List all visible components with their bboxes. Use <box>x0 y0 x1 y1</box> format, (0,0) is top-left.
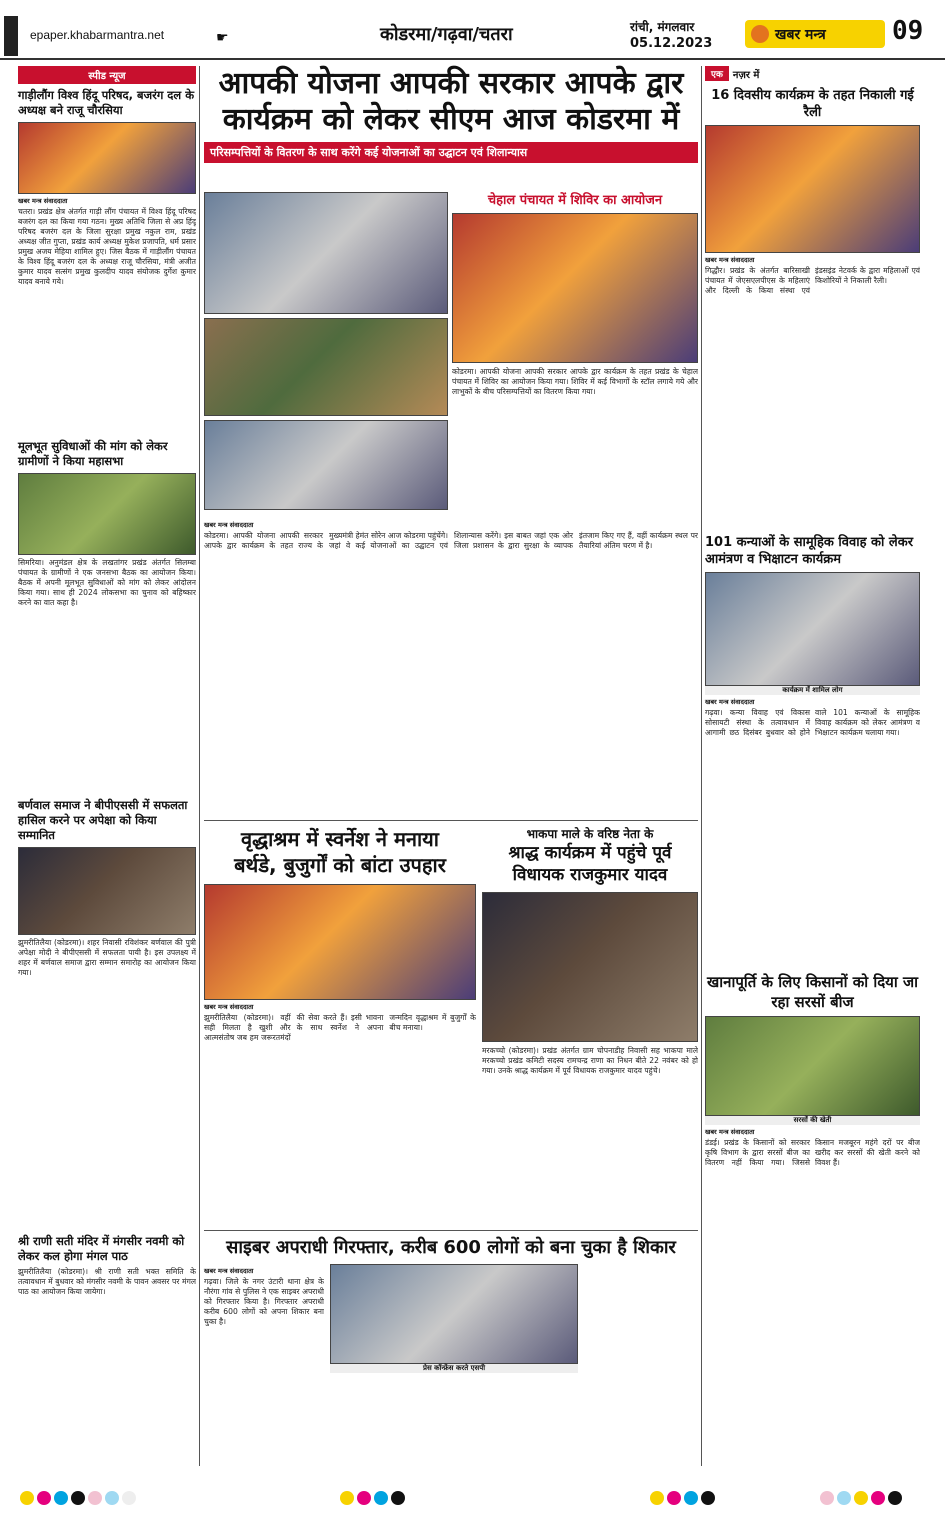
cpiml-headline-3[interactable]: विधायक राजकुमार यादव <box>512 865 668 885</box>
side-body: कोडरमा। आपकी योजना आपकी सरकार आपके द्वार कार्यक्रम के तहत प्रखंड के चेहाल पंचायत में शिविर का आयोजन किया गया। शिविर में कई विभागों के स्टॉल लगाये गये और लाभुकों के बीच परिसम्पत्तियों का वितरण किया गया। <box>452 367 698 396</box>
color-registration-dots <box>820 1491 902 1505</box>
story-photo <box>18 122 196 194</box>
color-registration-dots <box>20 1491 136 1505</box>
cyber-headline[interactable]: साइबर अपराधी गिरफ्तार, करीब 600 लोगों को बना चुका है शिकार <box>226 1237 676 1258</box>
section-rule <box>204 1230 698 1231</box>
story-body: झुमरीतिलैया (कोडरमा)। श्री राणी सती भक्त समिति के तत्वावधान में बुधवार को मंगसीर नवमी के पावन अवसर पर मंगल पाठ का आयोजन किया जायेगा। <box>18 1267 196 1296</box>
left-column <box>18 66 196 1377</box>
rally-photo <box>705 125 920 253</box>
page-number: 09 <box>892 16 924 46</box>
cursor-icon: ☛ <box>216 30 229 46</box>
column-rule <box>701 66 702 1466</box>
lead-photo-2 <box>204 318 448 416</box>
cyber-body-cont <box>330 1376 578 1446</box>
cpiml-headline-2[interactable]: श्राद्ध कार्यक्रम में पहुंचे पूर्व <box>508 843 672 863</box>
story-body: चतरा। प्रखंड क्षेत्र अंतर्गत गाड़ी लौंग पंचायत में विश्व हिंदू परिषद बजरंग दल का किया गया गठन। मुख्य अतिथि जिला से अप्र हिंदू परिषद बजरंग दल के जिला सुरक्षा प्रमुख नकुल राम, प्रखंड अध्यक्ष जीत गुप्ता, प्रखंड कार्य अध्यक्ष मुकेश प्रजापति, धर्म प्रसार प्रमुख अजय मेहिया शामिल हुए। जिस बैठक में गाड़ीलौंग पंचायत के विश्व हिंदू बजरंग दल के अध्यक्ष राजू चौरसिया, मंत्री अजीत कुमार यादव सत्संग प्रमुख कुलदीप यादव संयोजक दुर्गेश कुमार यादव बनाये गये। <box>18 207 196 286</box>
byline: खबर मन्त्र संवाददाता <box>204 1267 254 1275</box>
mustard-body: डंडई। प्रखंड के किसानों को सरकार कृषि विभाग के द्वारा सरसों बीज का वितरण नहीं किया गया। जिससे किसान मजबूरन महंगे दरों पर बीज खरीद कर सरसों की खेती करने को विवश हैं। <box>705 1138 920 1167</box>
mustard-caption: सरसों की खेती <box>705 1116 920 1125</box>
marriage-photo <box>705 572 920 686</box>
rally-headline[interactable]: 16 दिवसीय कार्यक्रम के तहत निकाली गई रैली <box>711 88 914 120</box>
issue-date: 05.12.2023 <box>630 36 713 51</box>
speed-news-tag: स्पीड न्यूज <box>18 66 196 84</box>
color-registration-dots <box>340 1491 405 1505</box>
lead-body: कोडरमा। आपकी योजना आपकी सरकार आपके द्वार कार्यक्रम के तहत राज्य के मुख्यमंत्री हेमंत सोरेन आज कोडरमा पहुंचेंगे। जहां वे कई योजनाओं का उद्घाटन एवं शिलान्यास करेंगे। इस बाबत जहां एक ओर जिला प्रशासन के द्वारा सुरक्षा के व्यापक इंतजाम किए गए हैं, वहीं कार्यक्रम स्थल पर तैयारियां अंतिम चरण में है। <box>204 531 698 550</box>
site-url[interactable]: epaper.khabarmantra.net <box>30 28 165 42</box>
birthday-body: झुमरीतिलैया (कोडरमा)। वहीं सही मिलता है खुशी और आत्मसंतोष जब हम जरूरतमंदों की सेवा करते हैं। इसी भावना के साथ स्वर्नेश ने अपना जन्मदिन वृद्धाश्रम में बुजुर्गों के बीच मनाया। <box>204 1013 476 1042</box>
lead-subheadline: परिसम्पत्तियों के वितरण के साथ करेंगे कई योजनाओं का उद्घाटन एवं शिलान्यास <box>204 142 698 163</box>
column-rule <box>199 66 200 1466</box>
story-headline[interactable]: गाड़ीलौंग विश्व हिंदू परिषद, बजरंग दल के अध्यक्ष बने राजू चौरसिया <box>18 88 195 117</box>
byline: खबर मन्त्र संवाददाता <box>705 256 755 264</box>
right-column <box>705 66 920 1356</box>
ek-nazar-label: नज़र में <box>732 69 760 81</box>
cyber-body-side <box>584 1264 698 1454</box>
byline: खबर मन्त्र संवाददाता <box>18 197 68 205</box>
rally-body: गिद्धौर। प्रखंड के अंतर्गत बारिसाखी पंचायत में जेएसएलपीएस के महिलाएं और दिल्ली के किया संस्था एवं इंडसइंड नेटवर्क के द्वारा महिलाओं एवं किशोरियों ने निकाली रैली। <box>705 266 920 295</box>
cpiml-body: मरकच्चो (कोडरमा)। प्रखंड अंतर्गत ग्राम चोपनाडीह निवासी सह भाकपा माले मरकच्चो प्रखंड कमिटी सदस्य रामचन्द्र राणा का निधन बीते 22 नवंबर को हो गया। उनके श्राद्ध कार्यक्रम में पूर्व विधायक राजकुमार यादव पहुंचे। <box>482 1046 698 1075</box>
brand-logo-icon <box>751 25 769 43</box>
page-header <box>0 0 945 60</box>
mustard-headline[interactable]: खानापूर्ति के लिए किसानों को दिया जा रहा सरसों बीज <box>706 973 919 1011</box>
lead-photo-3 <box>204 420 448 510</box>
birthday-headline-2[interactable]: बर्थडे, बुजुर्गों को बांटा उपहार <box>234 853 446 877</box>
cyber-caption: प्रेस कॉन्फ्रेंस करते एसपी <box>330 1364 578 1373</box>
cyber-photo <box>330 1264 578 1364</box>
brand-name: खबर मन्त्र <box>775 27 826 43</box>
lead-headline-line1[interactable]: आपकी योजना आपकी सरकार आपके द्वार <box>218 66 684 101</box>
birthday-photo <box>204 884 476 1000</box>
story-photo <box>18 847 196 935</box>
section-rule <box>204 820 698 821</box>
marriage-headline[interactable]: 101 कन्याओं के सामूहिक विवाह को लेकर आमंत्रण व भिक्षाटन कार्यक्रम <box>705 535 914 567</box>
side-story <box>452 192 698 507</box>
cpiml-story <box>482 826 698 1196</box>
side-headline[interactable]: चेहाल पंचायत में शिविर का आयोजन <box>487 193 663 208</box>
cpiml-headline-1[interactable]: भाकपा माले के वरिष्ठ नेता के <box>526 827 654 841</box>
story-body: सिमरिया। अनुमंडल क्षेत्र के लखतांगर प्रखंड अंतर्गत सिलम्बा पंचायत के ग्रामीणों ने एक जनसभा बैठक का आयोजन किया। बैठक में अपनी मूलभूत सुविधाओं को मांग को लेकर आंदोलन किया गया। साथ ही 2024 लोकसभा का चुनाव को बहिष्कार करने का वात कहा है। <box>18 558 196 607</box>
marriage-body: गढ़वा। कन्या विवाह एवं विकास सोसायटी संस्था के तत्वावधान में आगामी छठ दिसंबर बुधवार को होने वाले 101 कन्याओं के सामूहिक विवाह कार्यक्रम को लेकर आमंत्रण व भिक्षाटन कार्यक्रम चलाया गया। <box>705 708 920 737</box>
story-headline[interactable]: मूलभूत सुविधाओं की मांग को लेकर ग्रामीणों ने किया महासभा <box>18 439 168 468</box>
byline: खबर मन्त्र संवाददाता <box>204 521 254 529</box>
byline: खबर मन्त्र संवाददाता <box>204 1003 254 1011</box>
color-registration-dots <box>650 1491 715 1505</box>
section-title: कोडरमा/गढ़वा/चतरा <box>380 24 513 45</box>
center-column <box>204 66 698 163</box>
cyber-body: गढ़वा। जिले के नगर उंटारी थाना क्षेत्र के नौरंगा गांव से पुलिस ने एक साइबर अपराधी को गिरफ्तार किया है। गिरफ्तार अपराधी करीब 600 लोगों को अपना शिकार बना चुका है। <box>204 1277 324 1326</box>
birthday-story <box>204 826 476 1213</box>
story-photo <box>18 473 196 555</box>
registration-mark <box>4 16 18 56</box>
side-photo <box>452 213 698 363</box>
lead-photo-1 <box>204 192 448 314</box>
story-body: झुमरीतिलैया (कोडरमा)। शहर निवासी रविशंकर बर्णवाल की पुत्री अपेक्षा मोदी ने बीपीएससी में सफलता पायी है। इस उपलक्ष्य में शहर में बर्णवाल समाज द्वारा सम्मान समारोह का आयोजन किया गया। <box>18 938 196 977</box>
birthday-headline-1[interactable]: वृद्धाश्रम में स्वर्नेश ने मनाया <box>241 827 439 851</box>
city-day: रांची, मंगलवार <box>630 20 695 34</box>
ek-nazar-tag: एक <box>705 66 729 81</box>
byline: खबर मन्त्र संवाददाता <box>705 1128 755 1136</box>
byline: खबर मन्त्र संवाददाता <box>705 698 755 706</box>
story-headline[interactable]: श्री राणी सती मंदिर में मंगसीर नवमी को लेकर कल होगा मंगल पाठ <box>18 1234 185 1263</box>
brand-logo <box>745 20 885 48</box>
cyber-story <box>204 1236 698 1457</box>
lead-headline-line2[interactable]: कार्यक्रम को लेकर सीएम आज कोडरमा में <box>222 102 680 137</box>
cpiml-photo <box>482 892 698 1042</box>
marriage-caption: कार्यक्रम में शामिल लोग <box>705 686 920 695</box>
story-headline[interactable]: बर्णवाल समाज ने बीपीएससी में सफलता हासिल करने पर अपेक्षा को किया सम्मानित <box>18 798 188 842</box>
mustard-photo <box>705 1016 920 1116</box>
lead-story-body <box>204 518 698 827</box>
